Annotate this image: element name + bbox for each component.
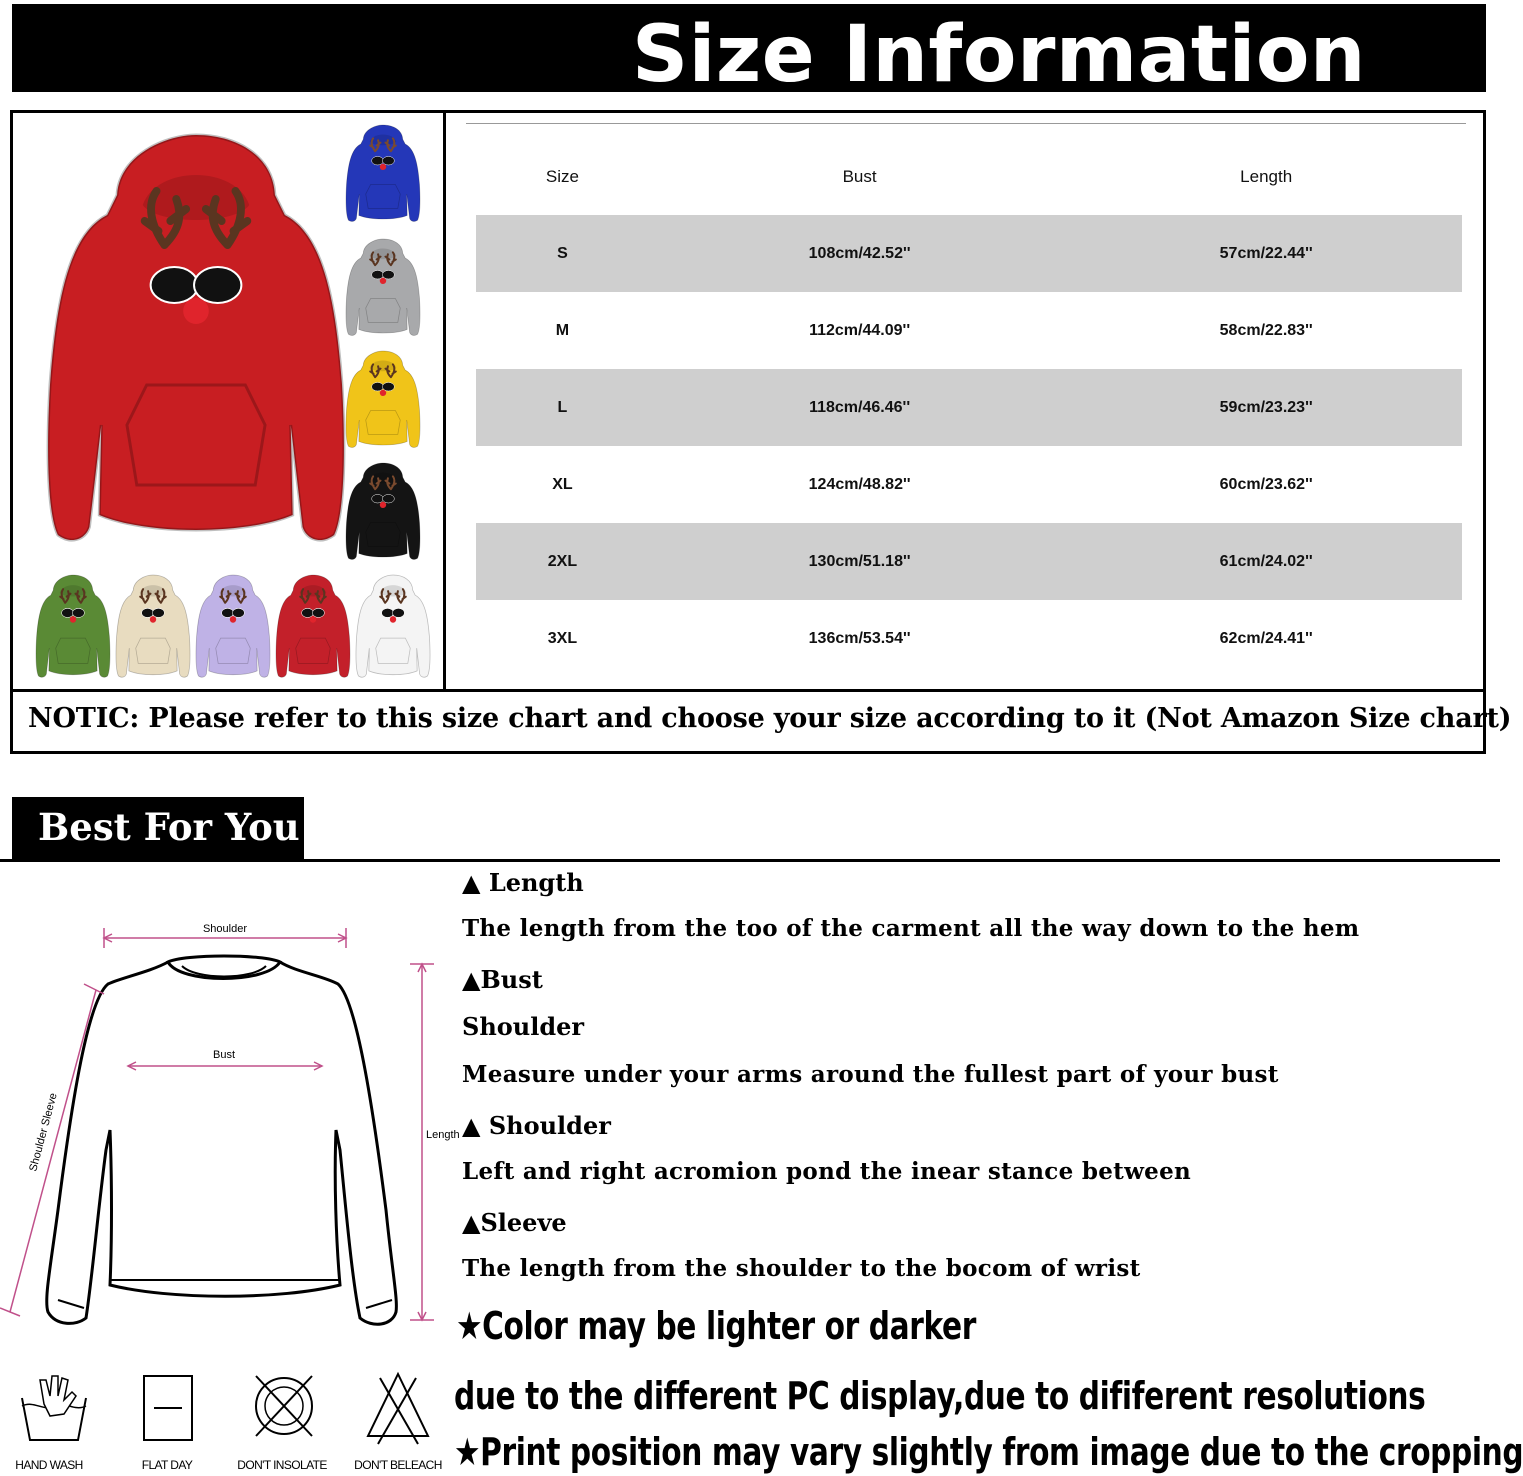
best-for-you-label: Best For You [38,805,300,849]
care-label: DON'T INSOLATE [237,1458,327,1472]
print-note: ★Print position may vary slightly from image due to the cropping [454,1430,1523,1474]
shoulder-label: Shoulder [202,923,248,935]
cell-bust: 124cm/48.82'' [808,475,911,493]
sleeve-description: The length from the shoulder to the bocom of wrist [462,1255,1141,1282]
hand-wash-icon [14,1370,94,1450]
size-notice: NOTIC: Please refer to this size chart and choose your size according to it (Not Amazon Size chart) [28,703,1512,734]
cell-bust: 112cm/44.09'' [809,321,911,339]
header-bust: Bust [842,167,877,186]
length-label: Length [426,1129,460,1141]
hoodie-thumbnail [356,575,430,677]
main-hoodie-photo [48,135,344,540]
care-label: DON'T BELEACH [354,1458,442,1472]
hoodie-thumbnail [346,463,420,559]
cell-length: 61cm/24.02'' [1070,523,1462,600]
color-note: ★Color may be lighter or darker [456,1304,976,1348]
bust-subheading: Shoulder [462,1012,585,1041]
cell-length: 60cm/23.62'' [1219,475,1313,493]
bust-heading: ▲Bust [462,965,543,994]
sleeve-label: Shoulder Sleeve [27,1091,60,1173]
header-size: Size [545,167,579,186]
cell-size: XL [552,475,573,493]
table-row [476,292,1462,369]
table-row [476,215,1462,292]
length-heading: ▲ Length [462,868,584,897]
shoulder-heading: ▲ Shoulder [462,1111,611,1140]
table-header-row [476,139,1462,215]
cell-size: S [476,215,649,292]
hoodie-thumbnail [346,351,420,447]
hoodie-thumbnail [346,239,420,335]
cell-length: 62cm/24.41'' [1219,629,1313,647]
size-table [476,139,1462,677]
product-photo-panel [13,113,446,691]
care-label: FLAT DAY [141,1458,193,1472]
size-table-area [446,113,1483,689]
cell-bust: 118cm/46.46'' [649,369,1070,446]
page-title: Size Information [632,10,1366,100]
cell-bust: 108cm/42.52'' [649,215,1070,292]
length-arrow [410,964,434,1320]
table-row [476,446,1462,523]
display-note: due to the different PC display,due to dififerent resolutions [454,1374,1426,1418]
care-label: HAND WASH [15,1458,83,1472]
header-length: Length [1240,167,1293,186]
cell-size: L [476,369,649,446]
bust-arrow [128,1062,322,1070]
measurement-diagram [0,880,460,1350]
hoodie-thumbnail [36,575,110,677]
cell-bust: 130cm/51.18'' [649,523,1070,600]
title-banner [12,4,1486,100]
length-description: The length from the too of the carment all the way down to the hem [462,915,1360,942]
hoodie-thumbnail [346,125,420,221]
hoodie-photos [13,113,443,691]
bust-label: Bust [212,1049,236,1061]
flat-dry-icon [128,1370,208,1450]
care-instructions [0,1370,450,1476]
hoodie-thumbnail [276,575,350,677]
cell-length: 57cm/22.44'' [1070,215,1462,292]
cell-size: M [555,321,570,339]
shoulder-description: Left and right acromion pond the inear stance between [462,1158,1192,1185]
hoodie-thumbnail [196,575,270,677]
table-row [476,523,1462,600]
sleeve-heading: ▲Sleeve [462,1208,567,1237]
bust-description: Measure under your arms around the fullest part of your bust [462,1061,1279,1088]
cell-length: 58cm/22.83'' [1219,321,1313,339]
cell-bust: 136cm/53.54'' [808,629,911,647]
dont-bleach-icon [358,1370,438,1450]
size-chart-frame [10,110,1512,754]
table-row [476,600,1462,677]
sweatshirt-outline [47,962,397,1324]
cell-size: 2XL [476,523,649,600]
cell-size: 3XL [547,629,578,647]
cell-length: 59cm/23.23'' [1070,369,1462,446]
best-for-you-tab [12,797,304,859]
table-row [476,369,1462,446]
hoodie-thumbnail [116,575,190,677]
dont-insolate-icon [244,1370,324,1450]
